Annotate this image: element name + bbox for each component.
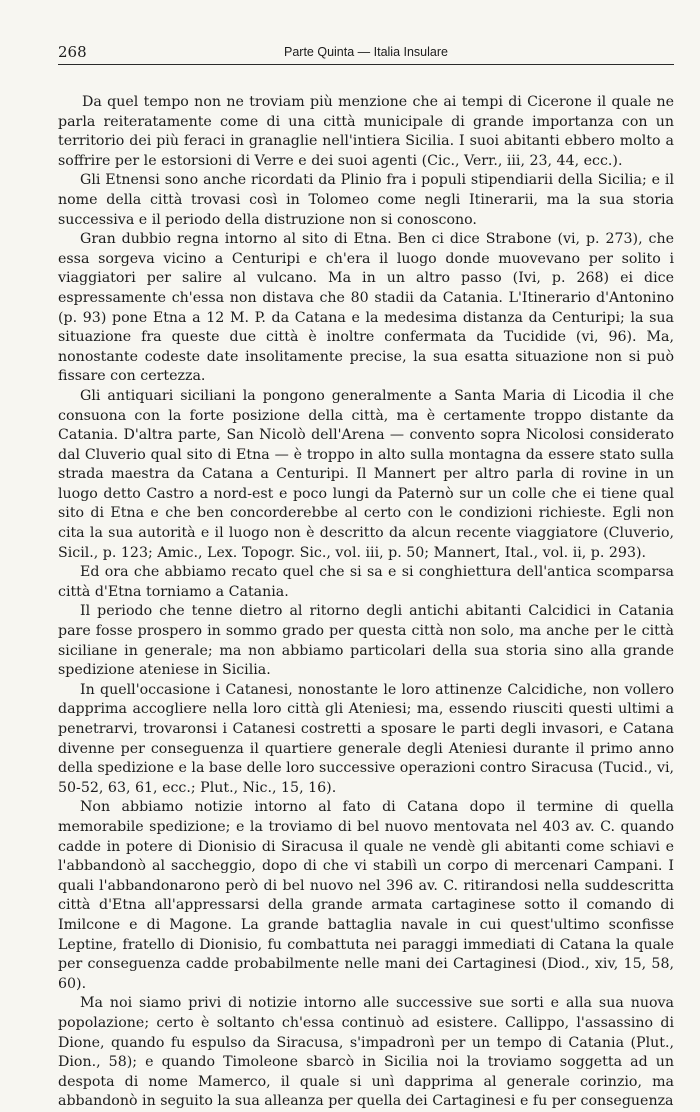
paragraph: Da quel tempo non ne troviam più menzione che ai tempi di Cicerone il quale ne parla reiteratamente come di una città municipale di grande importanza con un territorio dei più feraci in granaglie nell'intiera Sicilia. I suoi abitanti ebbero molto a soffrire per le estorsioni di Verre e dei suoi agenti (Cic., Verr., iii, 23, 44, ecc.). (58, 94, 674, 169)
paragraph: Ed ora che abbiamo recato quel che si sa e si conghiettura dell'antica scomparsa città d'Etna torniamo a Catania. (58, 564, 674, 600)
paragraph: Gran dubbio regna intorno al sito di Etna. Ben ci dice Strabone (vi, p. 273), che essa sorgeva vicino a Centuripi e ch'era il luogo donde muovevano per solito i viaggiatori per salire al vulcano. Ma in un altro passo (Ivi, p. 268) ei dice espressamente ch'essa non distava che 80 stadii da Catania. L'Itinerario d'Antonino (p. 93) pone Etna a 12 M. P. da Catana e la medesima distanza da Centuripi; la sua situazione fra queste due città è inoltre confermata da Tucidide (vi, 96). Ma, nonostante codeste date insolitamente precise, la sua esatta situazione non si può fissare con certezza. (58, 231, 674, 385)
paragraph: Gli Etnensi sono anche ricordati da Plinio fra i populi stipendiarii della Sicilia; e il nome della città trovasi così in Tolomeo come negli Itinerarii, ma la sua storia successiva e il periodo della distruzione non si conoscono. (58, 172, 674, 228)
paragraph: Gli antiquari siciliani la pongono generalmente a Santa Maria di Licodia il che consuona con la forte posizione della città, ma è certamente troppo distante da Catania. D'altra parte, San Nicolò dell'Arena — convento sopra Nicolosi considerato dal Cluverio qual sito di Etna — è troppo in alto sulla montagna da essere stato sulla strada maestra da Catana a Centuripi. Il Mannert per altro parla di rovine in un luogo detto Castro a nord-est e poco lungi da Paternò sur un colle che ei tiene qual sito di Etna e che ben concorderebbe al certo con le condizioni richieste. Egli non cita la sua autorità e il luogo non è descritto da alcun recente viaggiatore (Cluverio, Sicil., p. 123; Amic., Lex. Topogr. Sic., vol. iii, p. 50; Mannert, Ital., vol. ii, p. 293). (58, 387, 674, 561)
page-header (58, 38, 674, 65)
paragraph: In quell'occasione i Catanesi, nonostante le loro attinenze Calcidiche, non vollero dapprima accogliere nella loro città gli Ateniesi; ma, essendo riusciti questi ultimi a penetrarvi, trovaronsi i Catanesi costretti a sposare le parti degli invasori, e Catana divenne per conseguenza il quartiere generale degli Ateniesi durante il primo anno della spedizione e la base delle loro successive operazioni contro Siracusa (Tucid., vi, 50-52, 63, 61, ecc.; Plut., Nic., 15, 16). (58, 681, 675, 796)
running-title: Parte Quinta — Italia Insulare (284, 45, 448, 59)
paragraph: Non abbiamo notizie intorno al fato di Catana dopo il termine di quella memorabile spedizione; e la troviamo di bel nuovo mentovata nel 403 av. C. quando cadde in potere di Dionisio di Siracusa il quale ne vendè gli abitanti come schiavi e l'abbandonò al saccheggio, dopo di che vi stabilì un corpo di mercenari Campani. I quali l'abbandonarono però di bel nuovo nel 396 av. C. ritirandosi nella suddescritta città d'Etna all'appressarsi della grande armata cartaginese sotto il comando di Imilcone e di Magone. La grande battaglia navale in cui quest'ultimo sconfisse Leptine, fratello di Dionisio, fu combattuta nei paraggi immediati di Catana la quale per conseguenza cadde probabilmente nelle mani dei Cartaginesi (Diod., xiv, 15, 58, 60). (58, 799, 674, 992)
paragraph: Ma noi siamo privi di notizie intorno alle successive sue sorti e alla sua nuova popolazione; certo è soltanto ch'essa continuò ad esistere. Callippo, l'assassino di Dione, quando fu espulso da Siracusa, s'impadronì per un tempo di Catania (Plut., Dion., 58); e quando Timoleone sbarcò in Sicilia noi la troviamo soggetta ad un despota di nome Mamerco, il quale si unì dapprima al generale corinzio, ma abbandonò in seguito la sua alleanza per quella dei Cartaginesi e fu per conseguenza (58, 995, 674, 1110)
paragraph: Il periodo che tenne dietro al ritorno degli antichi abitanti Calcidici in Catania pare fosse prospero in sommo grado per questa città non solo, ma anche per le città siciliane in generale; ma non abbiamo particolari della sua storia sino alla grande spedizione ateniese in Sicilia. (58, 603, 674, 679)
page-number: 268 (58, 43, 87, 61)
body-text (58, 93, 674, 1112)
